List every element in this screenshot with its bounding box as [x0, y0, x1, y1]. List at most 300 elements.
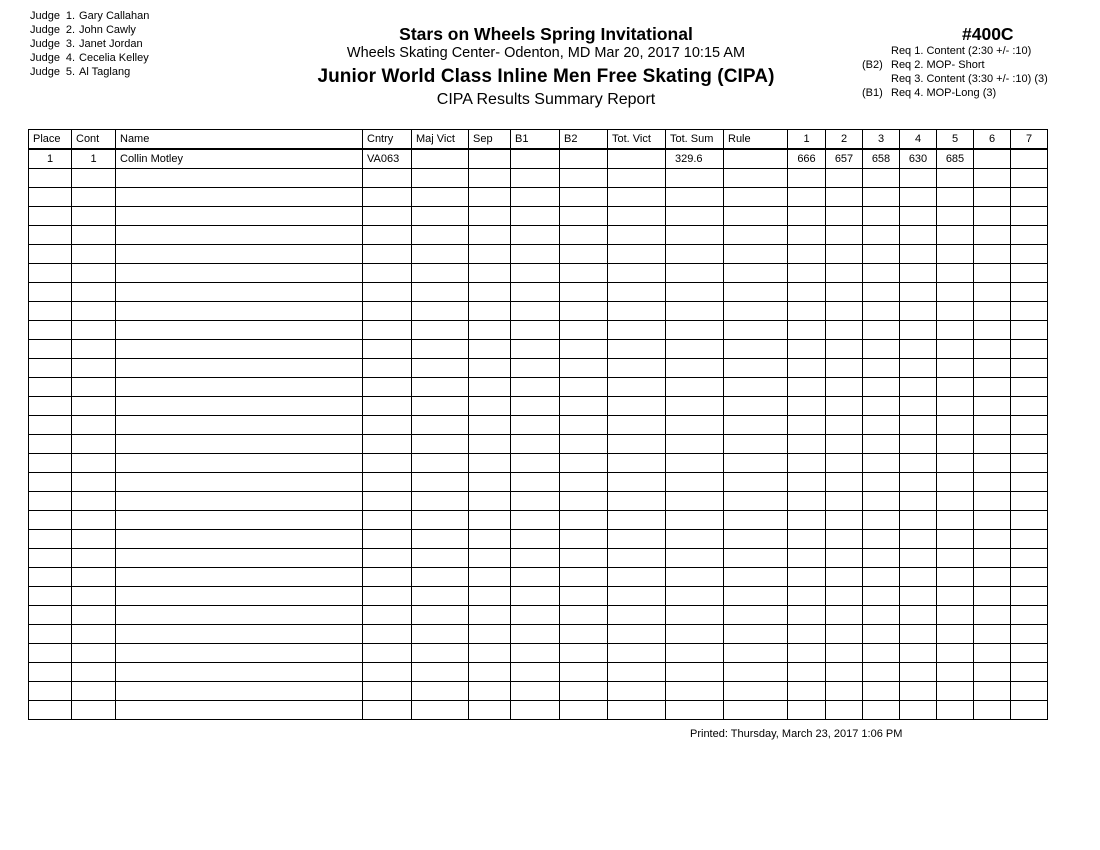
- table-cell-empty: [1011, 378, 1048, 397]
- table-cell-empty: [29, 530, 72, 549]
- table-cell-empty: [608, 283, 666, 302]
- table-cell-empty: [608, 416, 666, 435]
- table-cell-empty: [666, 283, 724, 302]
- table-cell-empty: [900, 397, 937, 416]
- table-cell-empty: [863, 245, 900, 264]
- table-cell-empty: [974, 340, 1011, 359]
- table-cell-empty: [724, 283, 788, 302]
- table-cell-empty: [974, 188, 1011, 207]
- col-header-tot-vict: Tot. Vict: [608, 130, 666, 150]
- table-cell-empty: [560, 359, 608, 378]
- table-cell-empty: [363, 511, 412, 530]
- table-cell-empty: [974, 283, 1011, 302]
- table-cell-empty: [666, 663, 724, 682]
- table-cell-empty: [412, 701, 469, 720]
- table-cell-empty: [900, 264, 937, 283]
- table-cell-empty: [666, 321, 724, 340]
- table-cell-empty: [363, 587, 412, 606]
- table-cell-empty: [900, 188, 937, 207]
- table-cell-empty: [788, 188, 826, 207]
- table-cell-empty: [469, 416, 511, 435]
- table-cell-empty: [412, 435, 469, 454]
- table-cell-empty: [666, 568, 724, 587]
- table-cell-empty: [560, 378, 608, 397]
- table-cell-empty: [608, 169, 666, 188]
- table-cell-empty: [363, 625, 412, 644]
- col-header-cntry: Cntry: [363, 130, 412, 150]
- table-cell-empty: [666, 188, 724, 207]
- table-cell-empty: [826, 321, 863, 340]
- table-cell-empty: [511, 492, 560, 511]
- event-number: #400C: [962, 24, 1014, 44]
- table-cell-empty: [116, 264, 363, 283]
- table-cell-empty: [1011, 511, 1048, 530]
- table-row-empty: [29, 359, 1048, 378]
- table-cell-empty: [863, 511, 900, 530]
- table-cell-empty: [788, 473, 826, 492]
- table-cell-empty: [72, 264, 116, 283]
- col-header-judge-6: 6: [974, 130, 1011, 150]
- table-cell-empty: [116, 549, 363, 568]
- table-cell-empty: [863, 378, 900, 397]
- table-cell-empty: [826, 492, 863, 511]
- table-cell-empty: [900, 359, 937, 378]
- table-cell-empty: [1011, 359, 1048, 378]
- table-cell-empty: [29, 492, 72, 511]
- table-cell-empty: [863, 663, 900, 682]
- table-cell-empty: [116, 625, 363, 644]
- table-cell-empty: [863, 473, 900, 492]
- table-cell-empty: [974, 207, 1011, 226]
- table-cell-empty: [72, 530, 116, 549]
- table-cell-empty: [412, 644, 469, 663]
- table-cell-empty: [863, 169, 900, 188]
- table-cell-empty: [788, 625, 826, 644]
- table-header-row: [29, 130, 1048, 150]
- table-cell-empty: [511, 283, 560, 302]
- table-cell-empty: [116, 682, 363, 701]
- table-cell-empty: [560, 549, 608, 568]
- table-cell-empty: [1011, 435, 1048, 454]
- table-cell-empty: [511, 264, 560, 283]
- table-cell-empty: [363, 492, 412, 511]
- table-cell-empty: [974, 359, 1011, 378]
- table-cell-empty: [826, 169, 863, 188]
- table-cell-empty: [29, 340, 72, 359]
- table-cell-empty: [1011, 397, 1048, 416]
- table-row-empty: [29, 378, 1048, 397]
- table-row-empty: [29, 606, 1048, 625]
- table-cell-empty: [511, 663, 560, 682]
- table-cell-empty: [511, 454, 560, 473]
- table-cell-empty: [560, 625, 608, 644]
- table-cell-empty: [863, 397, 900, 416]
- col-header-judge-3: 3: [863, 130, 900, 150]
- table-cell-empty: [1011, 416, 1048, 435]
- table-cell-empty: [1011, 644, 1048, 663]
- table-cell-empty: [29, 568, 72, 587]
- table-cell-empty: [608, 530, 666, 549]
- table-cell-empty: [511, 549, 560, 568]
- table-cell-empty: [900, 416, 937, 435]
- table-row-empty: [29, 454, 1048, 473]
- table-row-empty: [29, 701, 1048, 720]
- table-cell-empty: [560, 169, 608, 188]
- table-cell-empty: [412, 264, 469, 283]
- table-cell-empty: [724, 169, 788, 188]
- table-cell-empty: [974, 378, 1011, 397]
- table-cell-empty: [412, 663, 469, 682]
- table-cell-empty: [29, 435, 72, 454]
- table-row-empty: [29, 245, 1048, 264]
- table-cell-empty: [974, 454, 1011, 473]
- table-cell-empty: [511, 378, 560, 397]
- table-cell-empty: [1011, 701, 1048, 720]
- table-cell-empty: [724, 321, 788, 340]
- table-cell-empty: [469, 188, 511, 207]
- table-cell-empty: [900, 378, 937, 397]
- table-cell-empty: [72, 321, 116, 340]
- table-cell-empty: [29, 302, 72, 321]
- table-cell-empty: [1011, 530, 1048, 549]
- table-cell-empty: [72, 606, 116, 625]
- table-cell-empty: [826, 302, 863, 321]
- table-cell-empty: [974, 701, 1011, 720]
- table-cell-empty: [826, 644, 863, 663]
- table-cell-empty: [511, 226, 560, 245]
- table-cell-empty: [363, 454, 412, 473]
- table-cell-empty: [363, 188, 412, 207]
- table-cell-empty: [788, 454, 826, 473]
- table-cell-empty: [608, 435, 666, 454]
- table-cell-empty: [560, 511, 608, 530]
- table-cell-empty: [724, 397, 788, 416]
- table-cell-empty: [29, 511, 72, 530]
- table-cell-empty: [724, 606, 788, 625]
- table-cell-empty: [72, 302, 116, 321]
- table-cell-empty: [900, 473, 937, 492]
- table-cell-empty: [826, 397, 863, 416]
- table-cell-empty: [116, 568, 363, 587]
- table-cell-empty: [511, 359, 560, 378]
- cell-name: Collin Motley: [116, 149, 363, 169]
- table-cell-empty: [72, 207, 116, 226]
- table-cell-empty: [1011, 625, 1048, 644]
- table-cell-empty: [666, 264, 724, 283]
- table-cell-empty: [469, 492, 511, 511]
- table-cell-empty: [116, 701, 363, 720]
- table-cell-empty: [116, 169, 363, 188]
- table-cell-empty: [469, 321, 511, 340]
- printed-timestamp: Printed: Thursday, March 23, 2017 1:06 PM: [690, 728, 903, 740]
- table-cell-empty: [560, 226, 608, 245]
- table-cell-empty: [666, 226, 724, 245]
- table-cell-empty: [724, 568, 788, 587]
- table-cell-empty: [469, 340, 511, 359]
- table-cell-empty: [363, 283, 412, 302]
- table-cell-empty: [826, 264, 863, 283]
- table-cell-empty: [788, 359, 826, 378]
- col-header-judge-1: 1: [788, 130, 826, 150]
- table-cell-empty: [412, 511, 469, 530]
- judge-number: 5.: [65, 66, 76, 78]
- cell-cont: 1: [72, 149, 116, 169]
- table-cell-empty: [937, 549, 974, 568]
- table-cell-empty: [863, 416, 900, 435]
- table-row-empty: [29, 682, 1048, 701]
- table-cell-empty: [974, 245, 1011, 264]
- table-cell-empty: [900, 511, 937, 530]
- cell-maj-vict: [412, 149, 469, 169]
- table-cell-empty: [469, 606, 511, 625]
- requirement-prefix: (B2): [862, 59, 883, 71]
- table-cell-empty: [724, 473, 788, 492]
- col-header-b1: B1: [511, 130, 560, 150]
- table-cell-empty: [974, 606, 1011, 625]
- table-cell-empty: [116, 397, 363, 416]
- table-cell-empty: [608, 397, 666, 416]
- table-cell-empty: [72, 245, 116, 264]
- table-cell-empty: [974, 169, 1011, 188]
- table-cell-empty: [937, 530, 974, 549]
- judge-label: Judge: [30, 10, 60, 22]
- table-cell-empty: [937, 340, 974, 359]
- table-cell-empty: [511, 473, 560, 492]
- table-cell-empty: [666, 169, 724, 188]
- table-cell-empty: [937, 473, 974, 492]
- table-cell-empty: [116, 435, 363, 454]
- table-cell-empty: [608, 188, 666, 207]
- table-cell-empty: [666, 302, 724, 321]
- table-cell-empty: [724, 245, 788, 264]
- table-cell-empty: [29, 188, 72, 207]
- table-cell-empty: [974, 492, 1011, 511]
- table-cell-empty: [412, 245, 469, 264]
- table-cell-empty: [666, 454, 724, 473]
- table-cell-empty: [788, 549, 826, 568]
- table-cell-empty: [788, 302, 826, 321]
- col-header-judge-4: 4: [900, 130, 937, 150]
- table-cell-empty: [826, 549, 863, 568]
- table-cell-empty: [974, 416, 1011, 435]
- table-cell-empty: [937, 606, 974, 625]
- table-cell-empty: [116, 511, 363, 530]
- table-cell-empty: [560, 644, 608, 663]
- table-cell-empty: [666, 245, 724, 264]
- table-cell-empty: [72, 511, 116, 530]
- table-cell-empty: [116, 283, 363, 302]
- table-cell-empty: [469, 359, 511, 378]
- table-cell-empty: [788, 568, 826, 587]
- table-row-empty: [29, 283, 1048, 302]
- table-cell-empty: [974, 625, 1011, 644]
- cell-judge-3: 658: [863, 149, 900, 169]
- table-cell-empty: [1011, 169, 1048, 188]
- table-cell-empty: [72, 625, 116, 644]
- table-cell-empty: [788, 492, 826, 511]
- col-header-judge-7: 7: [1011, 130, 1048, 150]
- table-cell-empty: [724, 549, 788, 568]
- table-cell-empty: [363, 682, 412, 701]
- requirement-text: Req 1. Content (2:30 +/- :10): [891, 45, 1032, 57]
- table-row-empty: [29, 549, 1048, 568]
- table-cell-empty: [560, 568, 608, 587]
- table-cell-empty: [1011, 283, 1048, 302]
- table-cell-empty: [72, 397, 116, 416]
- table-cell-empty: [900, 663, 937, 682]
- table-cell-empty: [1011, 245, 1048, 264]
- table-cell-empty: [608, 473, 666, 492]
- table-cell-empty: [116, 378, 363, 397]
- table-cell-empty: [863, 226, 900, 245]
- judge-label: Judge: [30, 38, 60, 50]
- table-cell-empty: [608, 264, 666, 283]
- table-cell-empty: [72, 340, 116, 359]
- table-cell-empty: [863, 264, 900, 283]
- table-cell-empty: [412, 473, 469, 492]
- table-cell-empty: [469, 530, 511, 549]
- table-cell-empty: [412, 378, 469, 397]
- table-cell-empty: [788, 207, 826, 226]
- table-row-empty: [29, 511, 1048, 530]
- table-cell-empty: [900, 606, 937, 625]
- table-cell-empty: [511, 568, 560, 587]
- table-cell-empty: [666, 606, 724, 625]
- table-cell-empty: [469, 587, 511, 606]
- table-cell-empty: [788, 169, 826, 188]
- table-cell-empty: [560, 283, 608, 302]
- judge-label: Judge: [30, 24, 60, 36]
- table-cell-empty: [608, 492, 666, 511]
- table-cell-empty: [826, 587, 863, 606]
- table-row-empty: [29, 226, 1048, 245]
- table-cell-empty: [666, 492, 724, 511]
- table-cell-empty: [469, 378, 511, 397]
- table-row-empty: [29, 340, 1048, 359]
- table-cell-empty: [900, 321, 937, 340]
- table-cell-empty: [363, 264, 412, 283]
- table-cell-empty: [469, 511, 511, 530]
- table-row-empty: [29, 625, 1048, 644]
- table-cell-empty: [788, 606, 826, 625]
- table-row-empty: [29, 302, 1048, 321]
- table-cell-empty: [937, 169, 974, 188]
- table-cell-empty: [900, 625, 937, 644]
- requirements-list: [862, 44, 1048, 100]
- table-cell-empty: [116, 321, 363, 340]
- table-cell-empty: [666, 625, 724, 644]
- table-cell-empty: [511, 435, 560, 454]
- table-cell-empty: [900, 435, 937, 454]
- table-cell-empty: [116, 188, 363, 207]
- table-cell-empty: [724, 226, 788, 245]
- table-cell-empty: [937, 587, 974, 606]
- table-cell-empty: [29, 625, 72, 644]
- competition-title: Stars on Wheels Spring Invitational: [399, 24, 693, 44]
- table-cell-empty: [29, 587, 72, 606]
- table-cell-empty: [412, 359, 469, 378]
- table-cell-empty: [724, 454, 788, 473]
- table-cell-empty: [900, 587, 937, 606]
- table-cell-empty: [511, 245, 560, 264]
- table-cell-empty: [511, 682, 560, 701]
- table-cell-empty: [788, 530, 826, 549]
- table-cell-empty: [363, 226, 412, 245]
- table-cell-empty: [560, 606, 608, 625]
- table-cell-empty: [29, 397, 72, 416]
- table-cell-empty: [863, 606, 900, 625]
- table-cell-empty: [469, 568, 511, 587]
- table-cell-empty: [937, 568, 974, 587]
- table-cell-empty: [72, 663, 116, 682]
- table-cell-empty: [1011, 587, 1048, 606]
- table-cell-empty: [412, 454, 469, 473]
- table-cell-empty: [863, 587, 900, 606]
- table-cell-empty: [560, 302, 608, 321]
- judge-name: Gary Callahan: [79, 10, 150, 22]
- table-cell-empty: [363, 169, 412, 188]
- table-cell-empty: [560, 435, 608, 454]
- table-cell-empty: [863, 644, 900, 663]
- table-cell-empty: [826, 359, 863, 378]
- table-cell-empty: [974, 644, 1011, 663]
- table-cell-empty: [826, 207, 863, 226]
- judge-number: 1.: [65, 10, 76, 22]
- table-cell-empty: [937, 492, 974, 511]
- table-row-empty: [29, 663, 1048, 682]
- cell-judge-4: 630: [900, 149, 937, 169]
- table-cell-empty: [974, 473, 1011, 492]
- table-cell-empty: [116, 606, 363, 625]
- table-cell-empty: [72, 568, 116, 587]
- table-cell-empty: [608, 663, 666, 682]
- col-header-judge-2: 2: [826, 130, 863, 150]
- table-row-empty: [29, 321, 1048, 340]
- table-cell-empty: [788, 682, 826, 701]
- table-cell-empty: [788, 264, 826, 283]
- table-cell-empty: [363, 568, 412, 587]
- col-header-name: Name: [116, 130, 363, 150]
- table-cell-empty: [863, 492, 900, 511]
- table-cell-empty: [363, 663, 412, 682]
- table-cell-empty: [788, 245, 826, 264]
- table-cell-empty: [900, 549, 937, 568]
- table-cell-empty: [116, 226, 363, 245]
- table-cell-empty: [1011, 454, 1048, 473]
- table-cell-empty: [469, 473, 511, 492]
- table-cell-empty: [724, 302, 788, 321]
- table-cell-empty: [937, 511, 974, 530]
- table-cell-empty: [469, 625, 511, 644]
- table-cell-empty: [72, 169, 116, 188]
- table-cell-empty: [116, 530, 363, 549]
- table-cell-empty: [469, 644, 511, 663]
- table-cell-empty: [29, 321, 72, 340]
- table-cell-empty: [29, 207, 72, 226]
- table-cell-empty: [724, 359, 788, 378]
- table-cell-empty: [666, 587, 724, 606]
- table-row-empty: [29, 397, 1048, 416]
- requirement-prefix: (B1): [862, 87, 883, 99]
- table-cell-empty: [826, 340, 863, 359]
- table-cell-empty: [788, 644, 826, 663]
- table-cell-empty: [863, 359, 900, 378]
- table-cell-empty: [863, 682, 900, 701]
- table-cell-empty: [724, 264, 788, 283]
- table-cell-empty: [863, 302, 900, 321]
- requirement-text: Req 4. MOP-Long (3): [891, 87, 997, 99]
- table-cell-empty: [29, 606, 72, 625]
